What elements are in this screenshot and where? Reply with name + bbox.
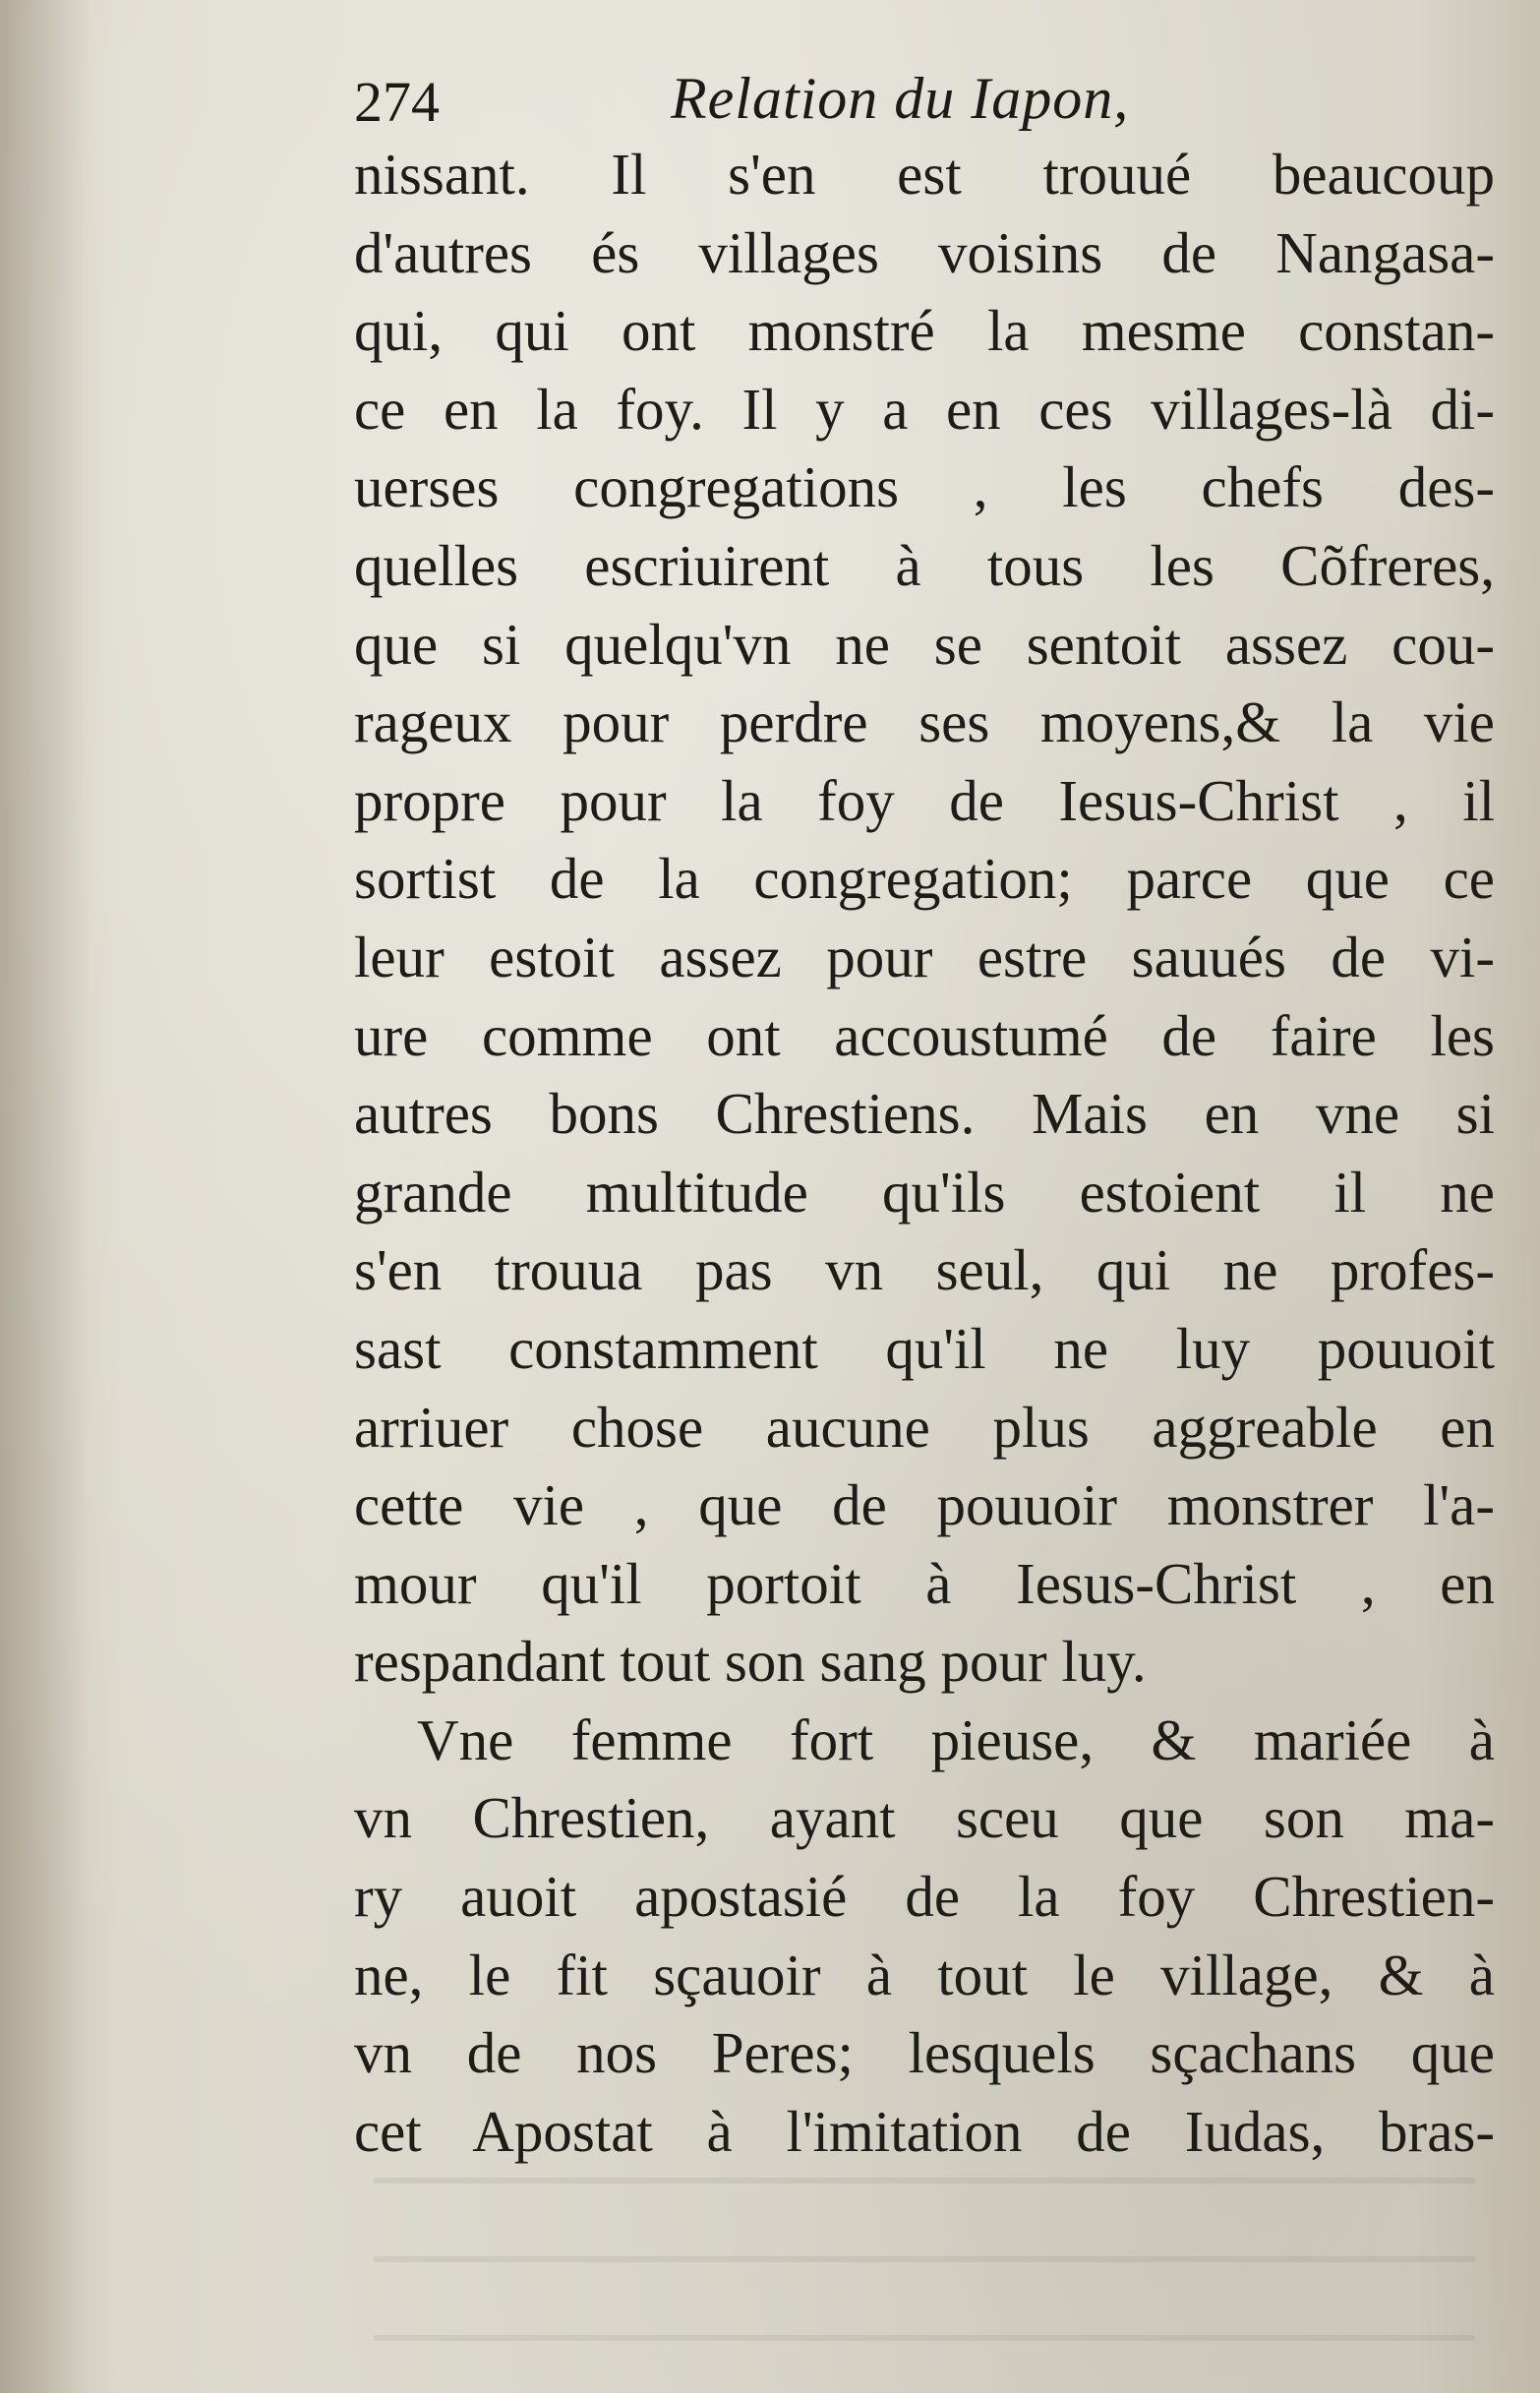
text-line: sast constamment qu'il ne luy pouuoit [354,1315,1495,1381]
text-line: cet Apostat à l'imitation de Iudas, bras- [354,2098,1495,2164]
text-line: propre pour la foy de Iesus-Christ , il [354,767,1495,833]
text-line: uerses congregations , les chefs des- [354,454,1495,520]
page-header [354,61,1495,140]
text-line: cette vie , que de pouuoir monstrer l'a- [354,1472,1495,1538]
text-line: d'autres és villages voisins de Nangasa- [354,219,1495,285]
page-number: 274 [354,70,440,134]
body-text [354,136,1495,2171]
text-line: arriuer chose aucune plus aggreable en [354,1394,1495,1460]
text-line: qui, qui ont monstré la mesme constan- [354,298,1495,364]
text-line: vn de nos Peres; lesquels sçachans que [354,2020,1495,2086]
text-line: rageux pour perdre ses moyens,& la vie [354,689,1495,755]
text-line: sortist de la congregation; parce que ce [354,846,1495,912]
text-line: ce en la foy. Il y a en ces villages-là di- [354,376,1495,442]
text-line: vn Chrestien, ayant sceu que son ma- [354,1785,1495,1851]
text-line: ne, le fit sçauoir à tout le village, & à [354,1942,1495,2007]
text-line: quelles escriuirent à tous les Cõfreres, [354,532,1495,598]
text-line: Vne femme fort pieuse, & mariée à [417,1706,1495,1772]
text-line: nissant. Il s'en est trouué beaucoup [354,142,1495,207]
text-line: autres bons Chrestiens. Mais en vne si [354,1081,1495,1147]
text-line: leur estoit assez pour estre sauués de vi- [354,924,1495,989]
text-line: grande multitude qu'ils estoient il ne [354,1159,1495,1225]
show-through-text [374,2144,1475,2341]
text-line: ure comme ont accoustumé de faire les [354,1002,1495,1068]
gutter-shadow [0,0,89,2393]
text-line: mour qu'il portoit à Iesus-Christ , en [354,1550,1495,1616]
text-line: respandant tout son sang pour luy. [354,1629,1147,1695]
text-line: que si quelqu'vn ne se sentoit assez cou- [354,611,1495,677]
text-line: s'en trouua pas vn seul, qui ne profes- [354,1237,1495,1303]
running-head: Relation du Iapon, [671,66,1130,131]
text-line: ry auoit apostasié de la foy Chrestien- [354,1864,1495,1930]
